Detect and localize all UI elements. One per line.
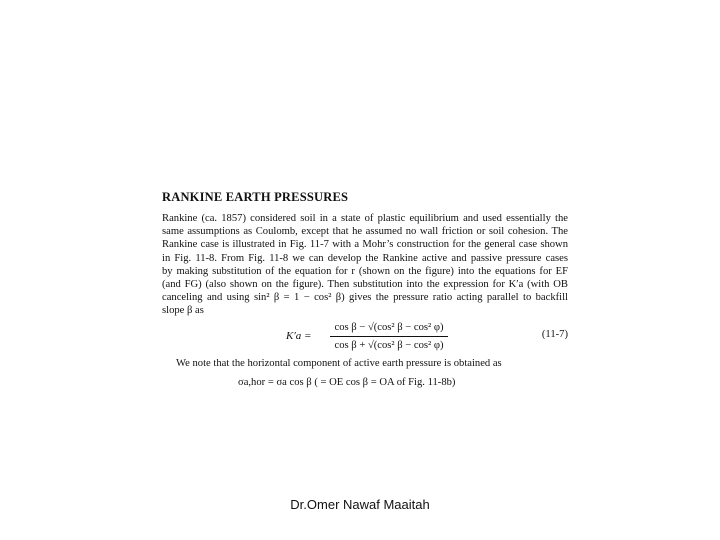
body-paragraph <box>162 212 568 318</box>
author-footer: Dr.Omer Nawaf Maaitah <box>290 497 430 512</box>
paragraph-line: Rankine case is illustrated in Fig. 11-7 with a Mohr’s construction for the general case shown <box>162 239 568 251</box>
paragraph-line: slope β as <box>162 305 204 317</box>
equation-lhs: K′a = <box>286 330 312 342</box>
paragraph-line: Rankine (ca. 1857) considered soil in a state of plastic equilibrium and used essentially the <box>162 213 568 224</box>
paragraph-line: by making substitution of the equation for r (shown on the figure) into the equations for EF <box>162 265 568 277</box>
equation-fraction <box>330 320 448 353</box>
note-text: We note that the horizontal component of active earth pressure is obtained as <box>176 358 502 369</box>
equation-11-7 <box>162 320 568 354</box>
paragraph-line: in Fig. 11-8. From Fig. 11-8 we can develop the Rankine active and passive pressure cases <box>162 252 568 264</box>
paragraph-line: (and FG) (also shown on the figure). Then substitution into the expression for K′a (with OB <box>162 279 568 291</box>
paragraph-line: canceling and using sin² β = 1 − cos² β) gives the pressure ratio acting parallel to backfill <box>162 292 568 304</box>
equation-number: (11-7) <box>541 329 568 340</box>
equation-numerator: cos β − √(cos² β − cos² φ) <box>334 322 444 333</box>
section-heading: RANKINE EARTH PRESSURES <box>162 190 349 204</box>
fraction-bar <box>330 336 448 337</box>
equation-denominator: cos β + √(cos² β − cos² φ) <box>334 340 444 351</box>
horizontal-component-formula: σa,hor = σa cos β ( = OE cos β = OA of Fig. 11-8b) <box>238 377 456 388</box>
paragraph-line: same assumptions as Coulomb, except that he assumed no wall friction or soil cohesion. The <box>162 226 568 238</box>
